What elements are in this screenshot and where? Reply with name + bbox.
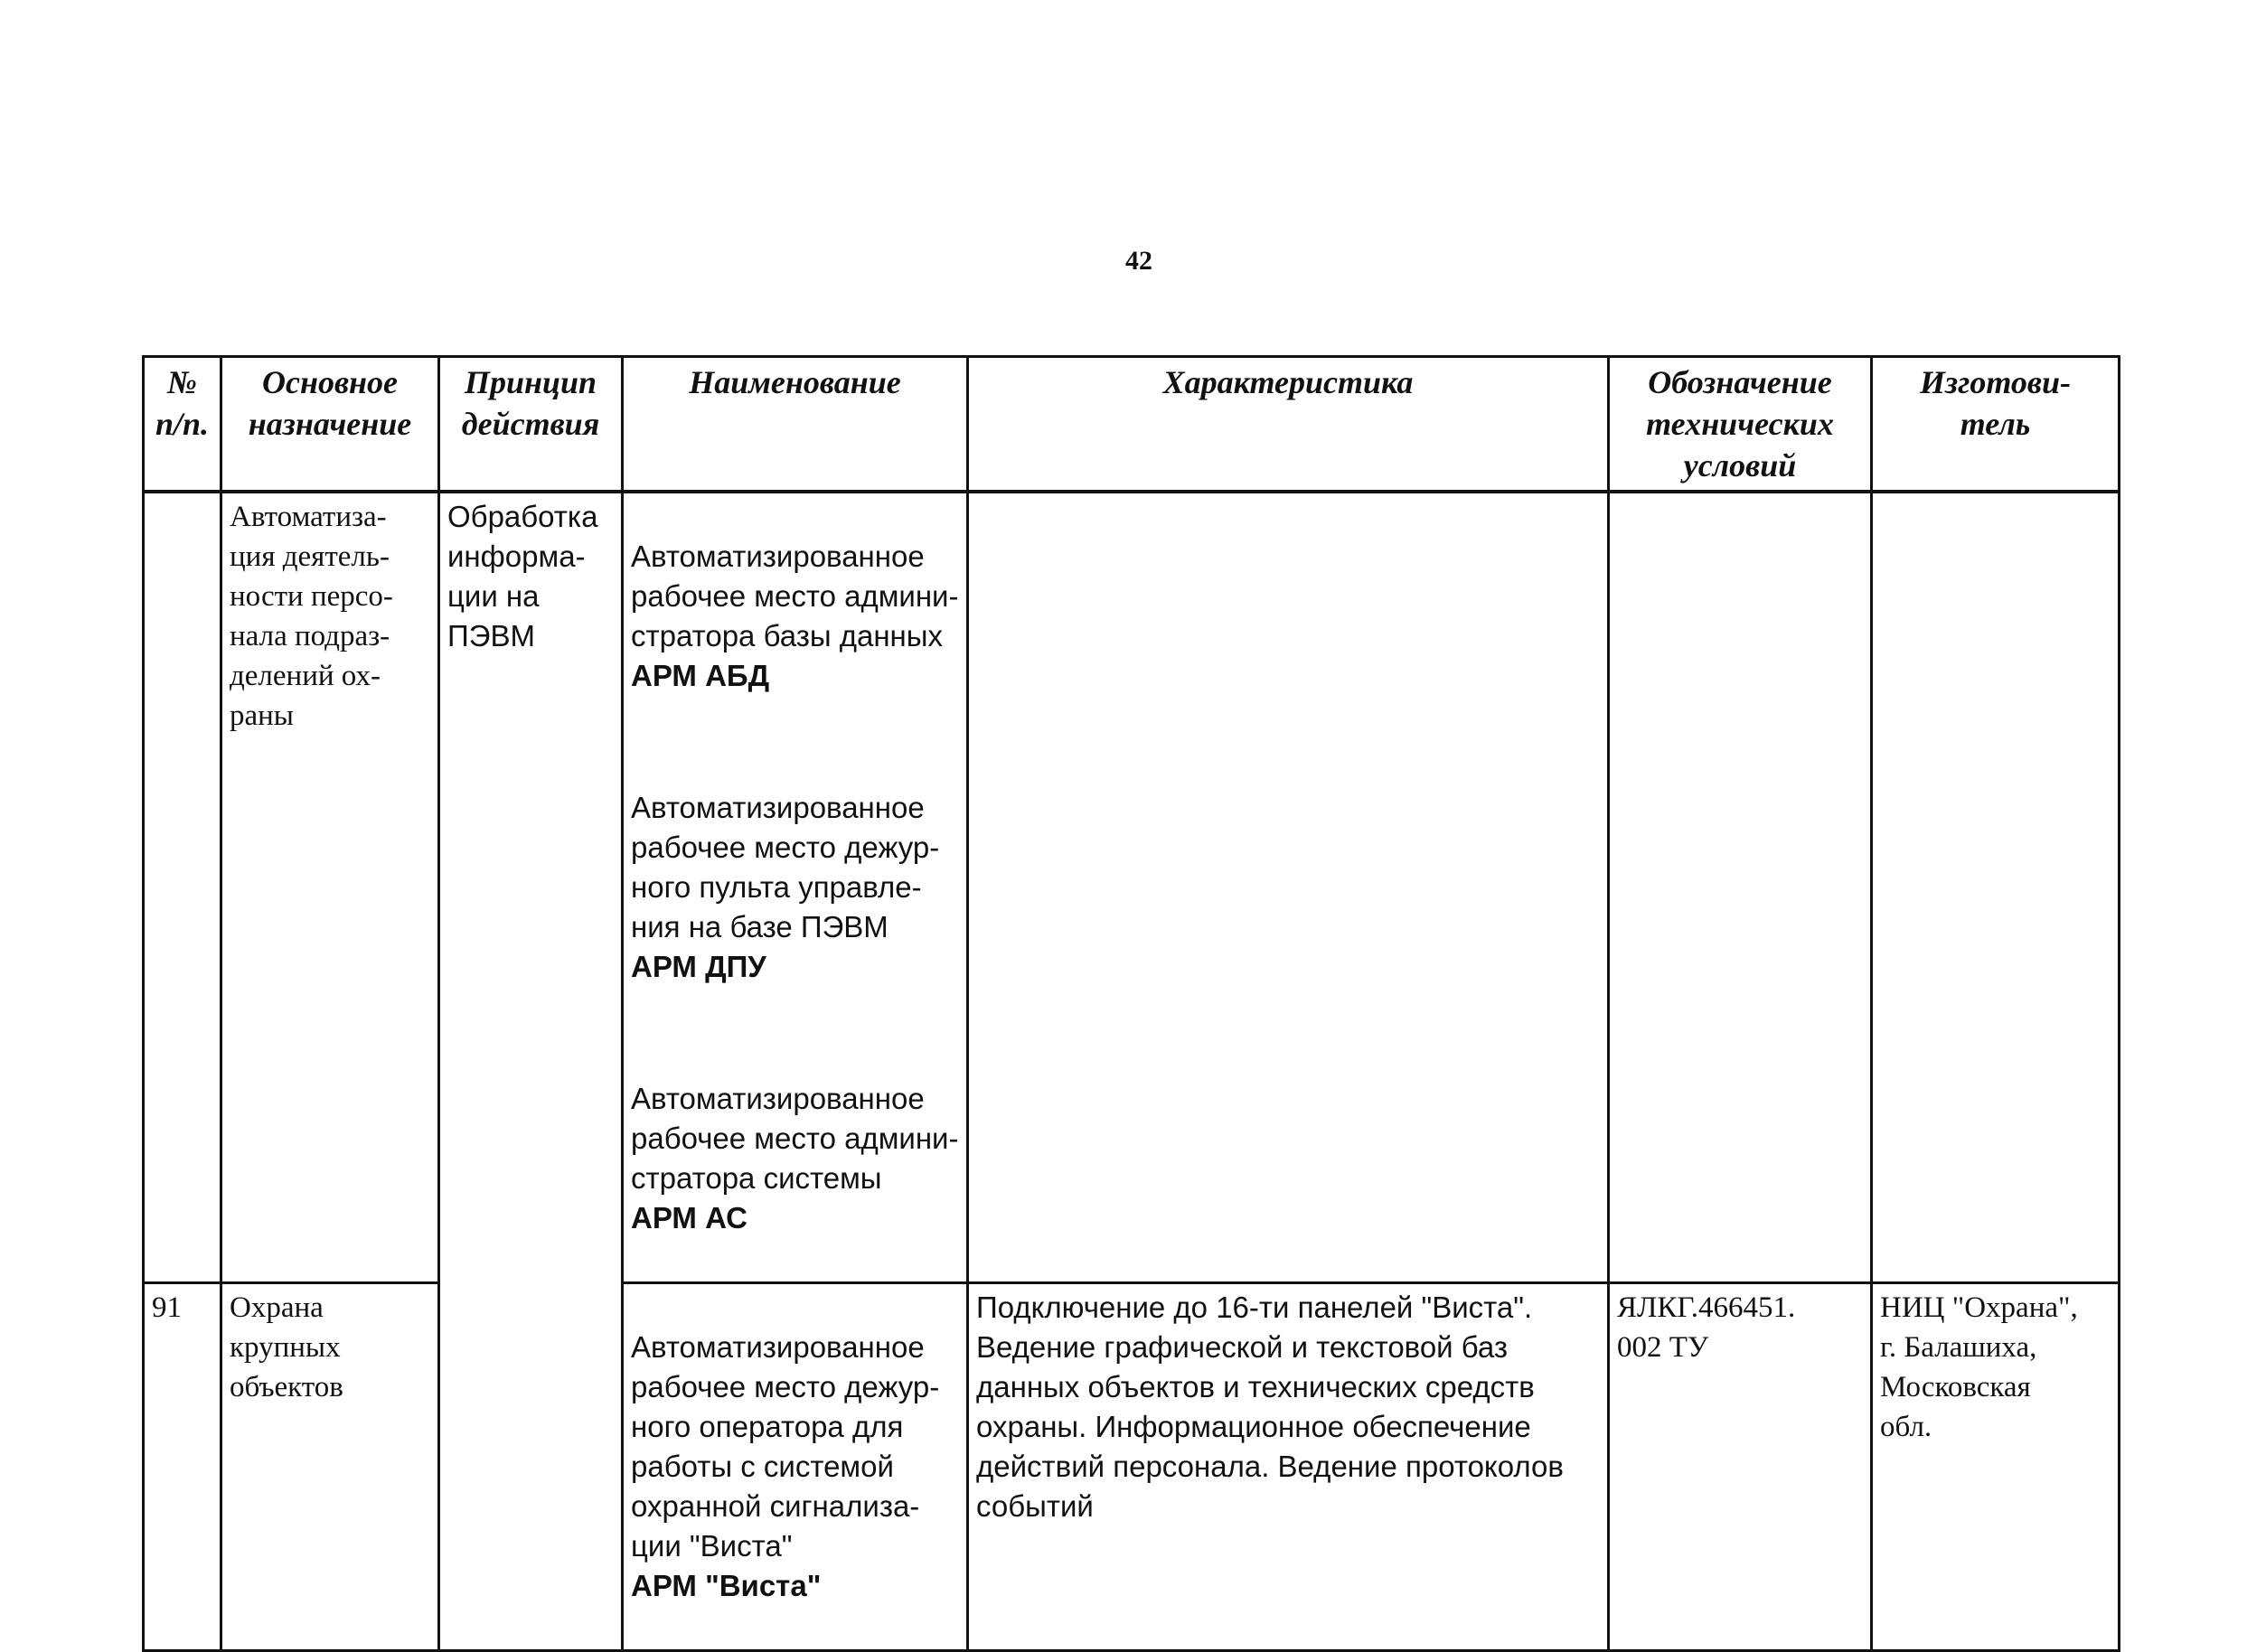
list-item — [631, 748, 959, 1027]
equipment-table — [142, 355, 2120, 1652]
header-name: Наименование — [623, 357, 968, 493]
item-code: АРМ АС — [631, 1201, 747, 1234]
item-name: Автоматизированное рабочее место дежур- ного пульта управле- ния на базе ПЭВМ — [631, 791, 940, 943]
row-principle — [439, 1283, 623, 1651]
item-code: АРМ "Виста" — [631, 1569, 822, 1602]
item-code: АРМ АБД — [631, 659, 770, 692]
header-principle: Принцип действия — [439, 357, 623, 493]
header-manufacturer: Изготови- тель — [1872, 357, 2120, 493]
header-purpose: Основное назначение — [221, 357, 439, 493]
row-number: 91 — [144, 1283, 221, 1651]
row-characteristic: Подключение до 16-ти панелей "Виста". Ведение графической и текстовой баз данных объектов и технических средств охраны. Информационное обеспечение действий персонала. Ведение протоколов событий — [968, 1283, 1609, 1651]
list-item — [631, 1039, 959, 1278]
row-manufacturer: НИЦ "Охрана", г. Балашиха, Московская обл. — [1872, 1283, 2120, 1651]
row-tech-conditions: ЯЛКГ.466451. 002 ТУ — [1609, 1283, 1872, 1651]
row-purpose: Охрана крупных объектов — [221, 1283, 439, 1651]
item-name: Автоматизированное рабочее место админи- стратора системы — [631, 1082, 959, 1195]
item-name: Автоматизированное рабочее место админи- стратора базы данных — [631, 540, 959, 652]
header-number: № п/п. — [144, 357, 221, 493]
table-row — [144, 492, 2120, 1283]
table-row — [144, 1283, 2120, 1651]
list-item — [631, 497, 959, 736]
row-tech-conditions — [1609, 492, 1872, 1283]
row-principle: Обработка информа- ции на ПЭВМ — [439, 492, 623, 1283]
row-names — [623, 492, 968, 1283]
header-row — [144, 357, 2120, 493]
header-tech-conditions: Обозначение технических условий — [1609, 357, 1872, 493]
row-number — [144, 492, 221, 1283]
row-characteristic — [968, 492, 1609, 1283]
item-code: АРМ ДПУ — [631, 950, 766, 983]
row-purpose: Автоматиза- ция деятель- ности персо- нала подраз- делений ох- раны — [221, 492, 439, 1283]
header-characteristic: Характеристика — [968, 357, 1609, 493]
item-name: Автоматизированное рабочее место дежур- ного оператора для работы с системой охранной сигнализа- ции "Виста" — [631, 1330, 940, 1563]
row-manufacturer — [1872, 492, 2120, 1283]
page-number: 42 — [1125, 246, 1152, 276]
row-names — [623, 1283, 968, 1651]
list-item — [631, 1288, 959, 1646]
